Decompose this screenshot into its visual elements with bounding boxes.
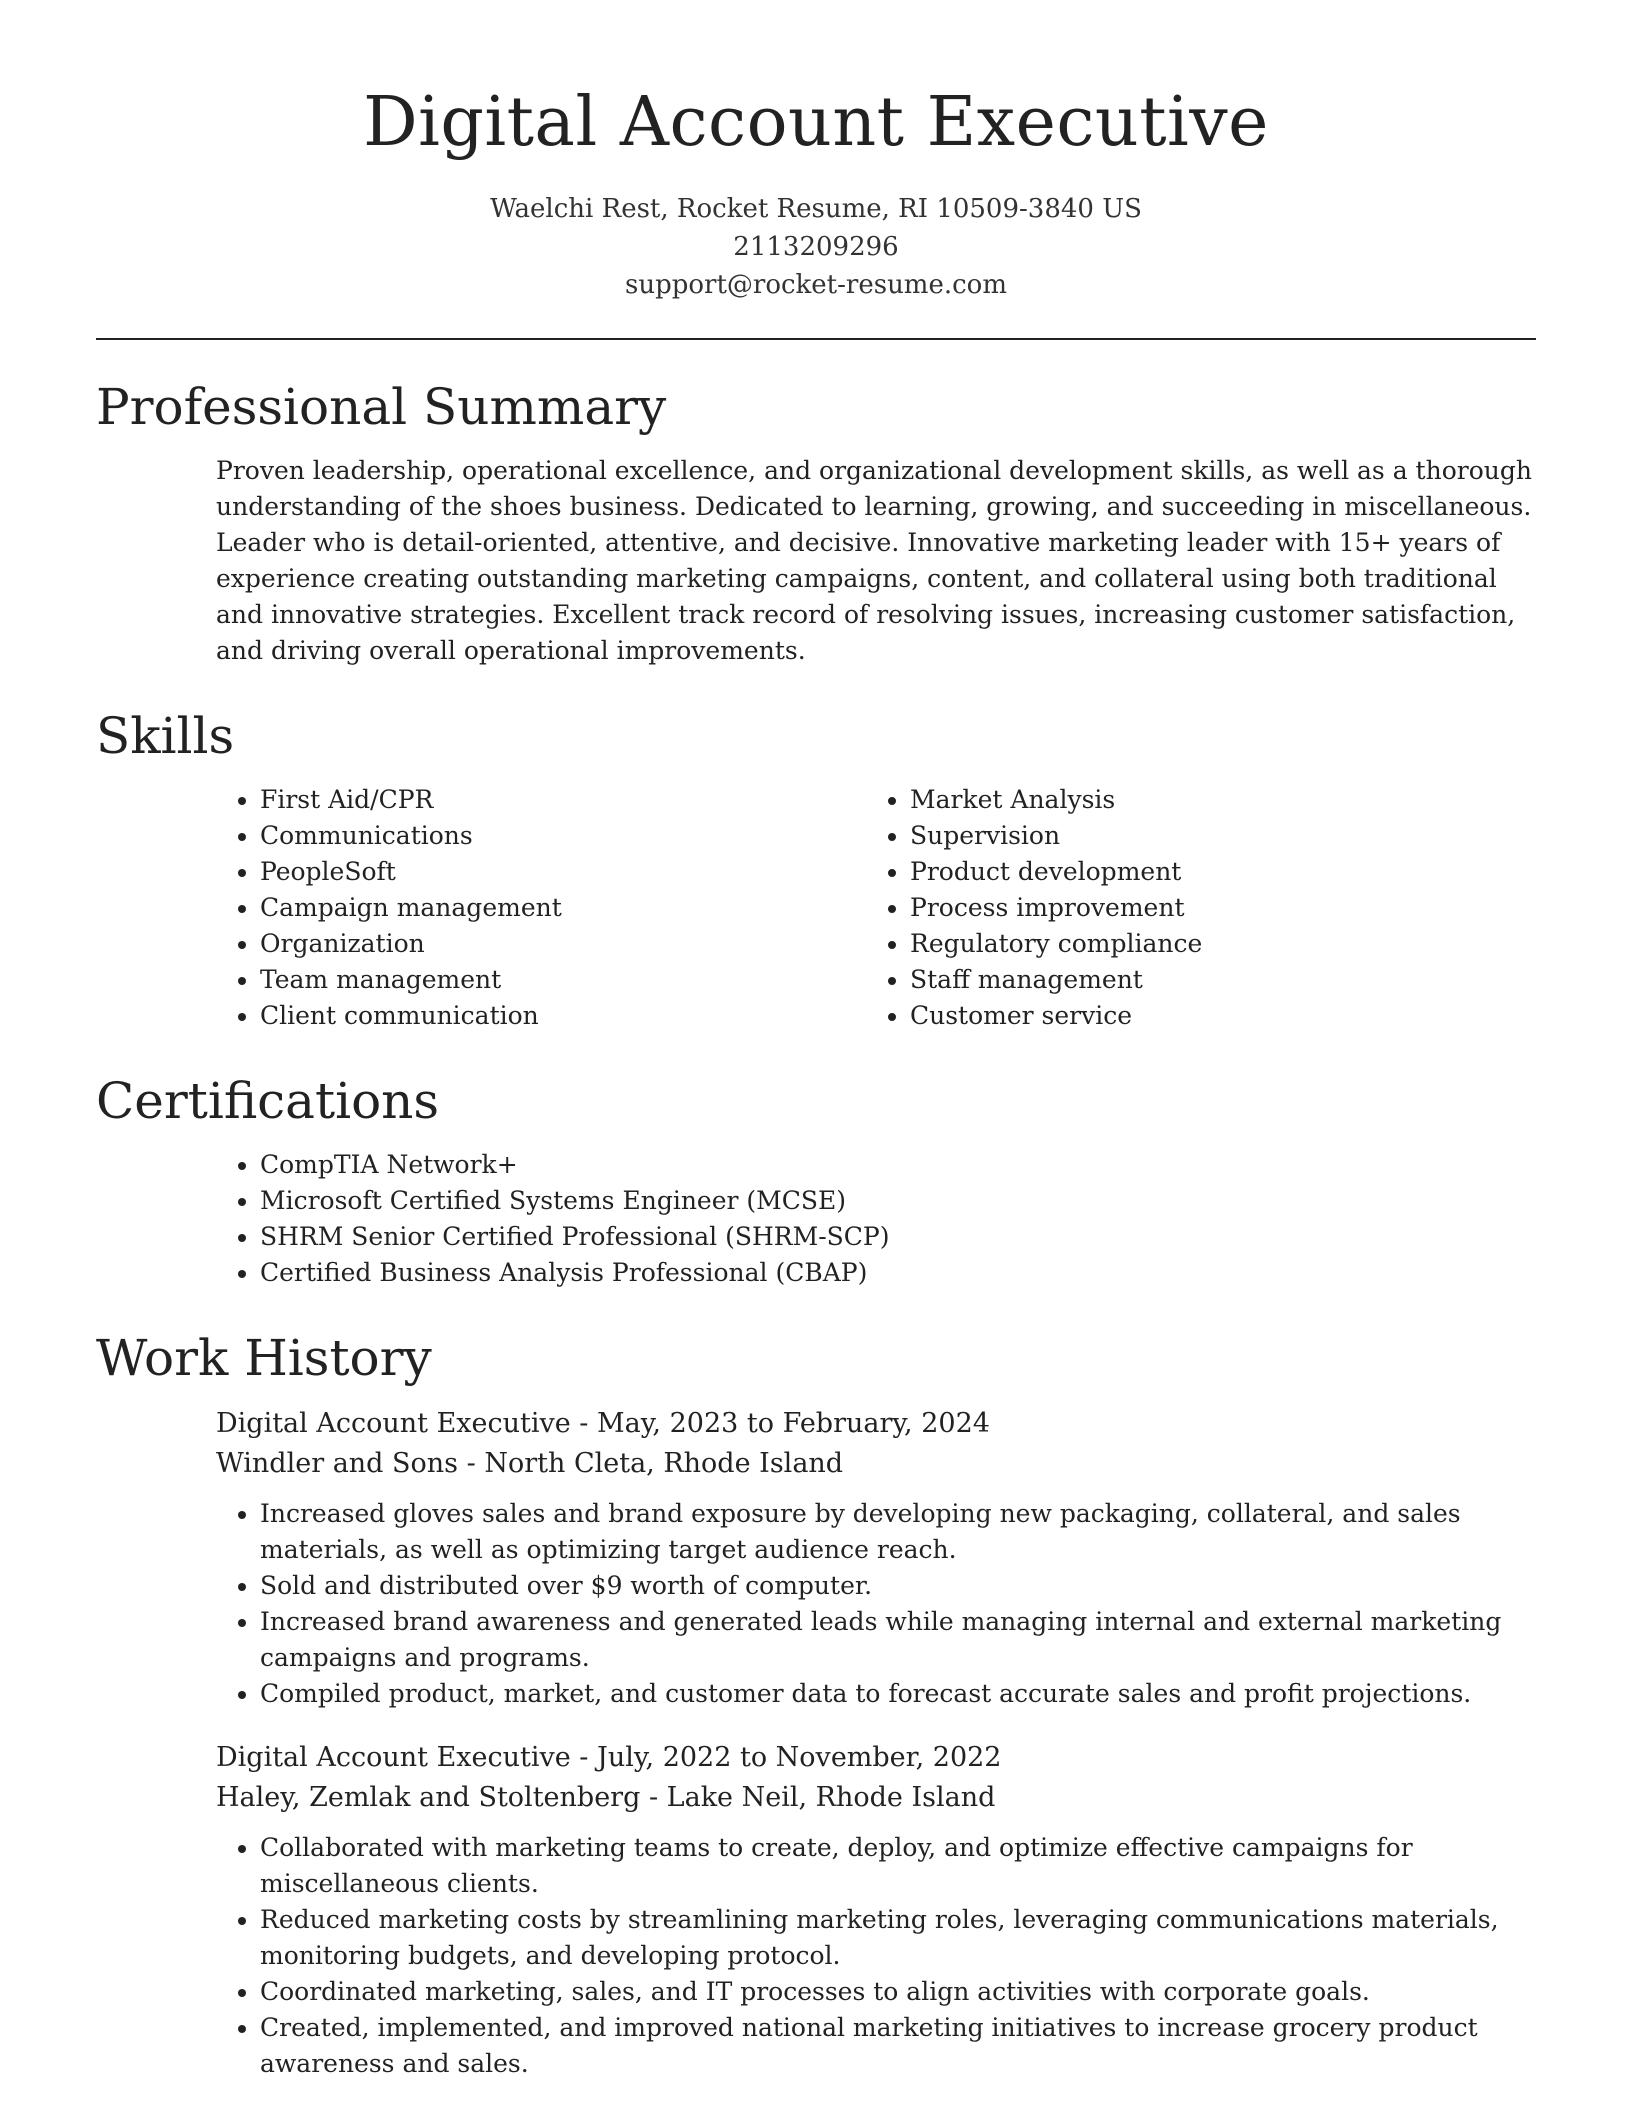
job-bullet: • Reduced marketing costs by streamlining marketing roles, leveraging communications materials, monitoring budgets, and developing protocol. xyxy=(260,1902,1536,1974)
job-company: Haley, Zemlak and Stoltenberg xyxy=(216,1781,641,1813)
contact-block xyxy=(96,190,1536,304)
skill-item: • Client communication xyxy=(260,998,866,1034)
skill-item: • PeopleSoft xyxy=(260,854,866,890)
certifications-heading: Certifications xyxy=(96,1071,440,1130)
certification-item: • CompTIA Network+ xyxy=(260,1147,1536,1183)
job-title-line: Digital Account Executive - July, 2022 to November, 2022 xyxy=(216,1741,1002,1773)
header-divider xyxy=(96,338,1536,340)
job-dates: May, 2023 to February, 2024 xyxy=(597,1407,990,1439)
job-bullet: • Increased gloves sales and brand exposure by developing new packaging, collateral, and sales materials, as well as optimizing target audience reach. xyxy=(260,1496,1536,1568)
skill-item: • Team management xyxy=(260,962,866,998)
certification-item: • Certified Business Analysis Professional (CBAP) xyxy=(260,1255,1536,1291)
contact-email: support@rocket-resume.com xyxy=(624,269,1007,300)
skills-column-right xyxy=(866,782,1516,1034)
skill-item: • First Aid/CPR xyxy=(260,782,866,818)
work-history-heading: Work History xyxy=(96,1328,432,1387)
summary-section xyxy=(96,377,1536,669)
contact-phone: 2113209296 xyxy=(733,231,899,262)
skill-item: • Organization xyxy=(260,926,866,962)
skill-item: • Regulatory compliance xyxy=(910,926,1516,962)
resume-title: Digital Account Executive xyxy=(363,83,1269,162)
job-bullet: • Sold and distributed over $9 worth of computer. xyxy=(260,1568,1536,1604)
skills-heading: Skills xyxy=(96,706,235,765)
skill-item: • Customer service xyxy=(910,998,1516,1034)
skill-item: • Process improvement xyxy=(910,890,1516,926)
skills-column-left xyxy=(216,782,866,1034)
job-bullet: • Coordinated marketing, sales, and IT processes to align activities with corporate goals. xyxy=(260,1974,1536,2010)
contact-address: Waelchi Rest, Rocket Resume, RI 10509-3840 US xyxy=(490,193,1142,224)
certification-item: • Microsoft Certified Systems Engineer (MCSE) xyxy=(260,1183,1536,1219)
job-company-line: Haley, Zemlak and Stoltenberg - Lake Neil, Rhode Island xyxy=(216,1781,996,1813)
skills-grid xyxy=(96,782,1536,1034)
summary-text: Proven leadership, operational excellence, and organizational development skills, as well as a thorough understanding of the shoes business. Dedicated to learning, growing, and succeeding in miscellaneous. Leader who is detail-oriented, attentive, and decisive. Innovative marketing leader with 15+ years of experience creating outstanding marketing campaigns, content, and collateral using both traditional and innovative strategies. Excellent track record of resolving issues, increasing customer satisfaction, and driving overall operational improvements. xyxy=(216,455,1532,665)
resume-header xyxy=(96,0,1536,304)
skill-item: • Supervision xyxy=(910,818,1516,854)
job-title: Digital Account Executive xyxy=(216,1407,571,1439)
job-company-line: Windler and Sons - North Cleta, Rhode Island xyxy=(216,1447,844,1479)
job-entry xyxy=(96,1738,1536,2082)
skill-item: • Product development xyxy=(910,854,1516,890)
job-title-line: Digital Account Executive - May, 2023 to February, 2024 xyxy=(216,1407,990,1439)
job-location: Lake Neil, Rhode Island xyxy=(666,1781,996,1813)
skills-section xyxy=(96,706,1536,1034)
skill-item: • Campaign management xyxy=(260,890,866,926)
job-title: Digital Account Executive xyxy=(216,1741,571,1773)
job-dates: July, 2022 to November, 2022 xyxy=(597,1741,1002,1773)
summary-heading: Professional Summary xyxy=(96,377,667,436)
skill-item: • Communications xyxy=(260,818,866,854)
job-bullet: • Increased brand awareness and generated leads while managing internal and external marketing campaigns and programs. xyxy=(260,1604,1536,1676)
work-history-section xyxy=(96,1328,1536,2082)
job-entry xyxy=(96,1404,1536,1712)
job-bullet: • Collaborated with marketing teams to create, deploy, and optimize effective campaigns for miscellaneous clients. xyxy=(260,1830,1536,1902)
skill-item: • Market Analysis xyxy=(910,782,1516,818)
job-bullet: • Created, implemented, and improved national marketing initiatives to increase grocery product awareness and sales. xyxy=(260,2010,1536,2082)
certifications-section xyxy=(96,1071,1536,1291)
job-location: North Cleta, Rhode Island xyxy=(484,1447,844,1479)
skill-item: • Staff management xyxy=(910,962,1516,998)
job-bullet: • Compiled product, market, and customer data to forecast accurate sales and profit projections. xyxy=(260,1676,1536,1712)
certification-item: • SHRM Senior Certified Professional (SHRM-SCP) xyxy=(260,1219,1536,1255)
job-company: Windler and Sons xyxy=(216,1447,459,1479)
